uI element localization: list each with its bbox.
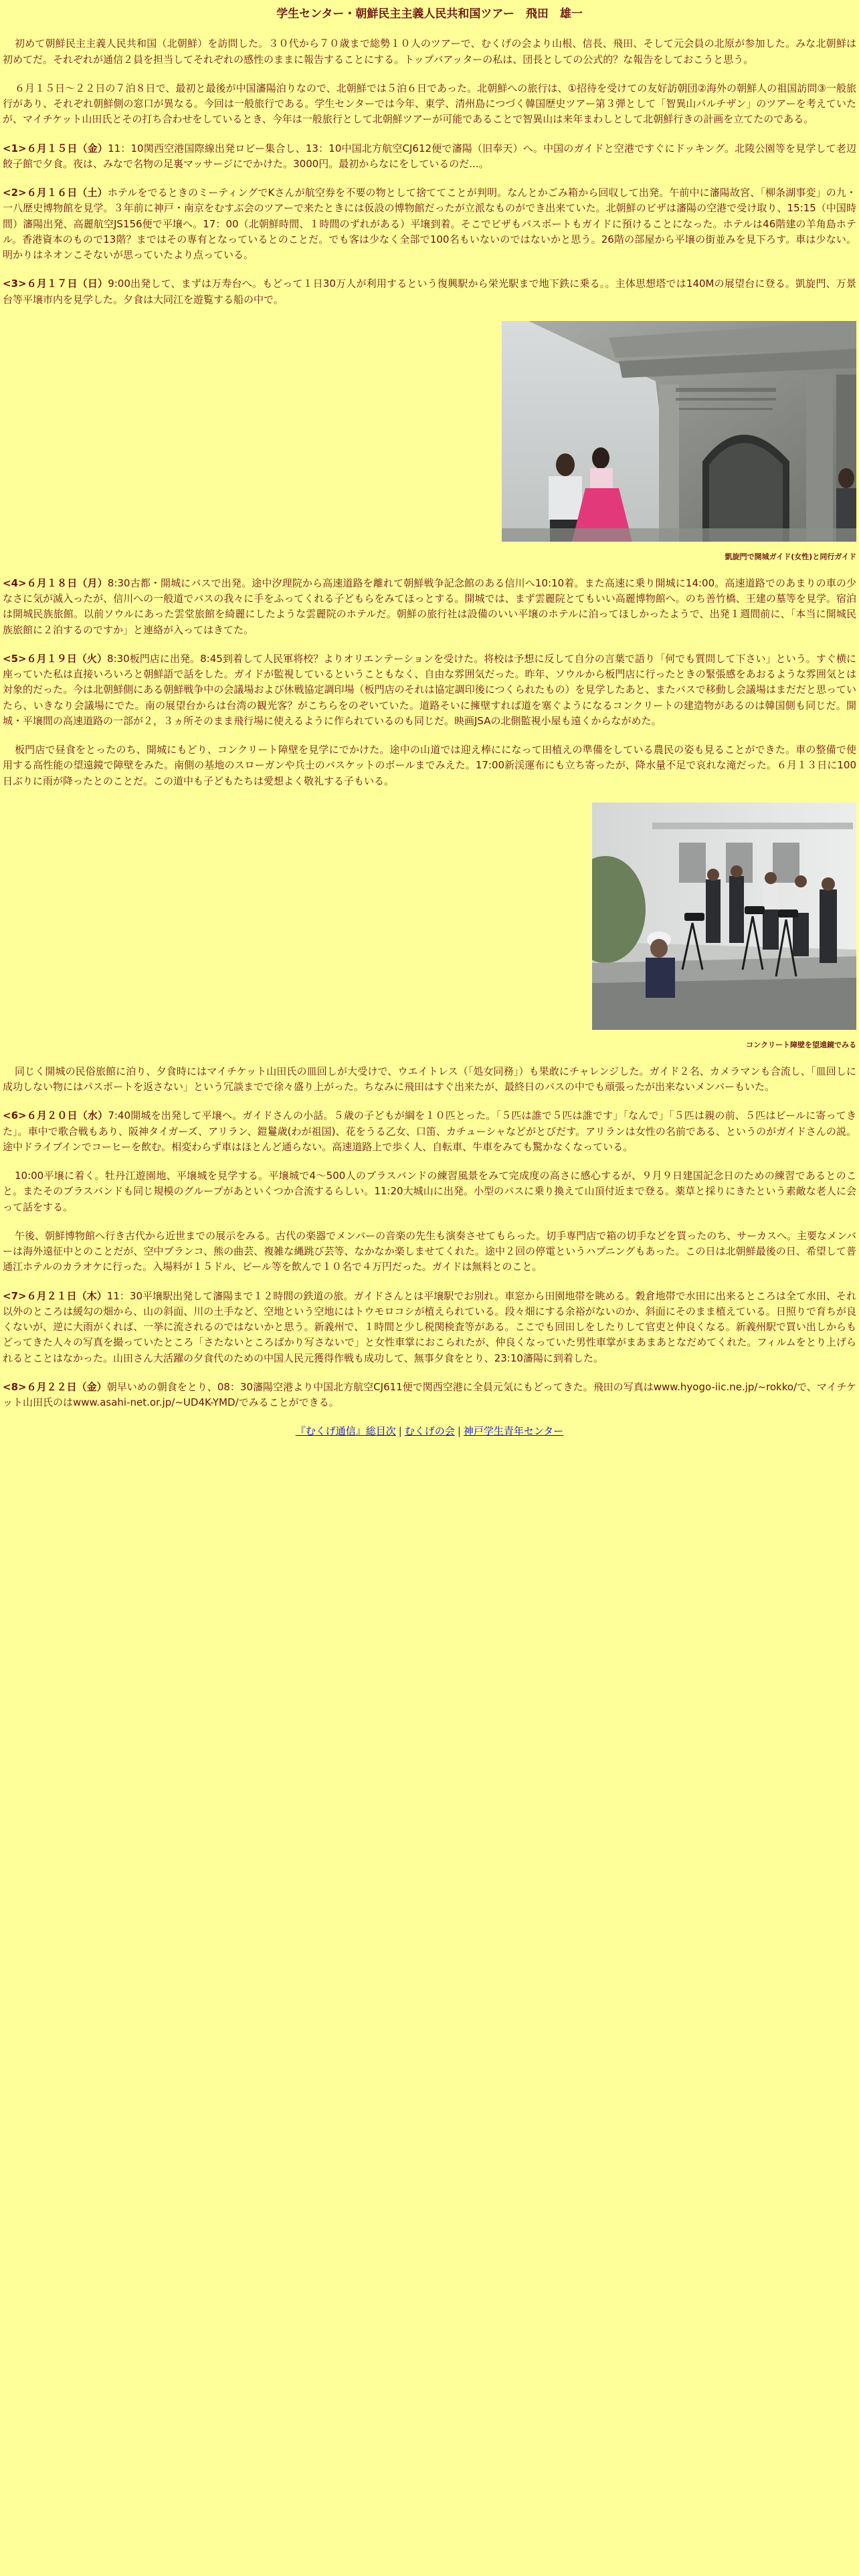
photo-arch-gate-image bbox=[502, 321, 856, 542]
day-1 bbox=[3, 141, 856, 173]
day-5 bbox=[3, 651, 856, 729]
day-6 bbox=[3, 1108, 856, 1155]
day-6-head: <6>６月２０日（水） bbox=[3, 1109, 108, 1122]
intro-paragraph-2: ６月１５日～２２日の７泊８日で、最初と最後が中国瀋陽泊りなので、北朝鮮では５泊６日であった。北朝鮮への旅行は、①招待を受けての友好訪朝団②海外の朝鮮人の祖国訪問③一般旅行があり、それぞれ朝鮮側の窓口が異なる。今回は一般旅行である。学生センターでは今年、東学、清州島につづく韓国歴史ツアー第３弾として「智異山パルチザン」のツアーを考えていたが、マイチケット山田氏とその打ち合わせをしているとき、今年は一般旅行として北朝鮮ツアーが可能であることで智異山は来年まわしとして北朝鮮行きの計画を立てたのである。 bbox=[3, 82, 856, 126]
photo-1-caption: 凱旋門で開城ガイド(女性)と同行ガイド bbox=[725, 552, 856, 561]
day-7 bbox=[3, 1289, 856, 1366]
day-5-head: <5>６月１９日（火） bbox=[3, 652, 108, 665]
link-mukuge-no-kai[interactable]: むくげの会 bbox=[404, 1425, 455, 1438]
day-1-body: 11：10関西空港国際線出発ロビー集合し、13：10中国北方航空CJ612便で瀋陽（旧奉天）へ。中国のガイドと空港ですぐにドッキング。北陵公園等を見学して老辺餃子館で夕食。夜は、みなで名物の足裏マッサージにでかけた。3000円。最初からなにをしているのだ...。 bbox=[3, 142, 857, 170]
day-3-head: <3>６月１７日（日） bbox=[3, 278, 108, 290]
day-6-paragraph-3: 午後、朝鮮博物館へ行き古代から近世までの展示をみる。古代の楽器でメンバーの音楽の先生も演奏させてもらった。切手専門店で箱の切手などを買ったのち、サーカスへ。主要なメンバーは海外遠征中とのことだが、空中ブランコ、熊の曲芸、複雑な縄跳び芸等、なかなか楽しませてくれた。途中２回の停電というハプニングもあった。この日は北朝鮮最後の日、希望して普通江ホテルのカラオケに行った。入場料が１５ドル、ビール等を飲んで１０名で４万円だった。ガイドは無料とのこと。 bbox=[3, 1229, 856, 1273]
day-7-body: 11：30平壌駅出発して瀋陽まで１２時間の鉄道の旅。ガイドさんとは平壌駅でお別れ。車窓から田園地帯を眺める。穀倉地帯で水田に出来るところは全て水田、それ以外のところは緩勾の畑から、山の斜面、川の土手など、空地という空地にはトウモロコシが植えられている。段々畑にする余裕がないのか、斜面にそのまま植えている。日照りで育ちが良くないが、逆に大雨がくれば、一挙に流されるのではないかと思う。新義州で、１時間と少し税関検査等がある。ここでも回田しをしたりして官吏と仲良くなる。新義州駅で買い出しからもどってきた人々の写真を撮っていたところ「さたないところばかり写さないで」と女性車掌におこられたが、仲良くなっていた男性車掌がまあまあとなだめてくれた。フィルムをとり上げられるとことはなかった。山田さん大活躍の夕食代のための中国人民元獲得作戦も成功して、無事夕食をとり、23:10瀋陽に到着した。 bbox=[3, 1289, 856, 1364]
footer-links bbox=[3, 1424, 856, 1439]
day-2-head: <2>６月１６日（土） bbox=[3, 187, 108, 199]
day-6-body: 7:40開城を出発して平壌へ。ガイドさんの小話。５歳の子どもが綱を１０匹とった。「５匹は誰で５匹は誰です」「なんで」「５匹は親の前、５匹はビールに寄ってきた」。車中で歌合戦もあり、阪神タイガーズ、アリラン、鎧鬘歳(わが祖国)、花をうる乙女、口笛、カチューシャなどがとびだす。アリランは女性の名前である、というのがガイドさんの説。途中ドライブインでコーヒーを飲む。相変わらず車はほとんど通らない。高速道路上で歩く人、自転車、牛車をみても驚かなくなっている。 bbox=[3, 1109, 857, 1153]
day-5b-paragraph: 同じく開城の民俗旅館に泊り、夕食時にはマイチケット山田氏の皿回しが大受けで、ウエイトレス（「処女同務」）も果敢にチャレンジした。ガイド２名、カメラマンも合流し、「皿回しに成功しない物にはパスポートを返さない」という冗談までで徐々盛り上がった。ちなみに飛田はすぐ出来たが、最終日のバスの中でも頑張ったが出来ないメンバーもいた。 bbox=[3, 1065, 856, 1093]
day-2-body: ホテルをでるときのミーティングでKさんが航空券を不要の物として捨ててことが判明。なんとかごみ箱から回収して出発。午前中に瀋陽故宮、「柳条湖事変」の九・一八歴史博物館を見学。３年前に神戸・南京をむすぶ会のツアーで来たときには仮設の博物館だったが立派なものができ出来ていた。北朝鮮のビザは瀋陽の空港で受け取り、15:15（中国時間）瀋陽出発、高麗航空JS156便で平壌へ。17：00（北朝鮮時間、１時間のずれがある）平壌到着。そこでビザもパスポートもガイドに預けることになった。ホテルは46階建の羊角島ホテル。香港資本のもので13階？まではその専有となっているとのことだ。でも客は少なく全部で100名もいないのではないかと思う。26階の部屋から平壌の街並みを見下ろす。車は少ない。明かりはネオンこそないが思っていたより点っている。 bbox=[3, 187, 856, 261]
footer-separator-2: | bbox=[457, 1425, 461, 1438]
photo-telescope bbox=[592, 802, 856, 1030]
page-title: 学生センター・朝鮮民主主義人民共和国ツアー 飛田 雄一 bbox=[276, 7, 583, 21]
day-8-body: 朝早いめの朝食をとり、08：30瀋陽空港より中国北方航空CJ611便で関西空港に全員元気にもどってきた。飛田の写真はwww.hyogo-iic.ne.jp/~rokko/で、マイチケット山田氏のはwww.asahi-net.or.jp/~UD4K-YMD/でみることができる。 bbox=[3, 1380, 856, 1409]
mid-paragraph: 板門店で昼食をとったのち、開城にもどり、コンクリート障壁を見学にでかけた。途中の山道では迎え棒にになって田植えの準備をしている農民の姿も見ることができた。車の整備で使用する高性能の望遠鏡で障壁をみた。南側の基地のスローガンや兵士のバスケットのボールまでみえた。17:00新渓運布にも立ち寄ったが、降水量不足で哀れな滝だった。６月１３日に100日ぶりに雨が降ったとのことだ。この道中も子どもたちは愛想よく敬礼する子もいる。 bbox=[3, 744, 856, 787]
footer-separator-1: | bbox=[398, 1425, 402, 1438]
photo-2-block bbox=[592, 802, 856, 1051]
link-mukuge-tsushin-index[interactable]: 『むくげ通信』総目次 bbox=[295, 1425, 396, 1438]
intro-paragraph-1: 初めて朝鮮民主主義人民共和国（北朝鮮）を訪問した。３０代から７０歳まで総勢１０人のツアーで、むくげの会より山根、信長、飛田、そして元会員の北原が参加した。みな北朝鮮は初めてだ。それぞれが通信２員を担当してそれぞれの感性のままに報告することにする。トップバアッターの私は、団長としての公式的？な報告をしておこうと思う。 bbox=[3, 37, 856, 66]
day-2 bbox=[3, 185, 856, 263]
day-4-body: 8:30古都・開城にバスで出発。途中汐理院から高速道路を離れて朝鮮戦争記念館のある信川へ10:10着。また高速に乗り開城に14:00。高速道路でのあまりの車の少なさに気が滅入ったが、信川への一般道でバスの我々に手をふってくれる子どもらをみてほっとする。開城では、まず雲麗院とてもいい高麗博物館へ。のち善竹橋、王建の墓等を見学。宿泊は開城民族旅館。以前ソウルにあった雲堂旅館を綺麗にしたような雲麗院のホテルだ。朝鮮の旅行社は設備のいい平壌のホテルに泊ってほしかったようで、出発１週間前に、「本当に開城民族旅館に２泊するのですか」と連絡が入ってはきてた。 bbox=[3, 576, 856, 636]
day-3 bbox=[3, 276, 856, 308]
day-1-head: <1>６月１５日（金） bbox=[3, 142, 108, 154]
photo-1-block bbox=[502, 321, 856, 562]
day-7-head: <7>６月２１日（木） bbox=[3, 1289, 107, 1302]
photo-2-caption: コンクリート障壁を望遠鏡でみる bbox=[746, 1040, 856, 1049]
day-3-body: 9:00出発して、まずは万寿台へ。もどって１日30万人が利用するという復興駅から栄光駅まで地下鉄に乗る。。主体思想塔では140Mの展望台に登る。凱旋門、万景台等平壌市内を見学した。夕食は大同江を遊覧する船の中で。 bbox=[3, 278, 856, 306]
day-8-head: <8>６月２２日（金） bbox=[3, 1380, 107, 1393]
photo-telescope-image bbox=[592, 802, 856, 1030]
day-4-head: <4>６月１８日（月） bbox=[3, 576, 108, 589]
link-kobe-student-youth-center[interactable]: 神戸学生青年センター bbox=[463, 1425, 564, 1438]
day-5-body: 8:30板門店に出発。8:45到着して人民軍将校？よりオリエンテーションを受けた。将校は予想に反して自分の言葉で語り「何でも質問して下さい」という。すぐ横に座っていた私は直接いろいろと朝鮮語で話をした。ガイドが監視しているということもなく、自由な雰囲気だった。昨年、ソウルから板門店に行ったときの緊張感をあおるような雰囲気とは対象的だった。今は北朝鮮側にある朝鮮戦争中の会議場および休戦協定調印場（板門店のそれは協定調印後につくられたもの）を見学したあと、またバスで移動し会議場はまだだと思っていたら、いきなり会議場にでた。南の展望台からは台湾の観光客？がこちらをのぞいていた。道路そいに擁壁すれば道を塞ぐようになるコンクリートの建造物があるのは韓国側も同じだ。開城・平壌間の高速道路の一部が２，３ヵ所そのまま飛行場に使えるように作られているのも同じだ。映画JSAの北側監視小屋も遠くからながめた。 bbox=[3, 652, 857, 727]
photo-arch-gate bbox=[502, 321, 856, 542]
day-8 bbox=[3, 1380, 856, 1411]
day-6-paragraph-2: 10:00平壌に着く。牡丹江遊園地、平壌城を見学する。平壌城で4～500人のブラスバンドの練習風景をみて完成度の高さに感心するが、９月９日建国記念日のための練習であるとのこと。またそのブラスバンドも同じ規模のグループがあといくつか合流するらしい。11:20大城山に出発。小型のバスに乗り換えて山頂付近まで登る。薬草と採りにきたという素敵な老人に会って話をする。 bbox=[3, 1170, 856, 1213]
day-4 bbox=[3, 576, 856, 638]
